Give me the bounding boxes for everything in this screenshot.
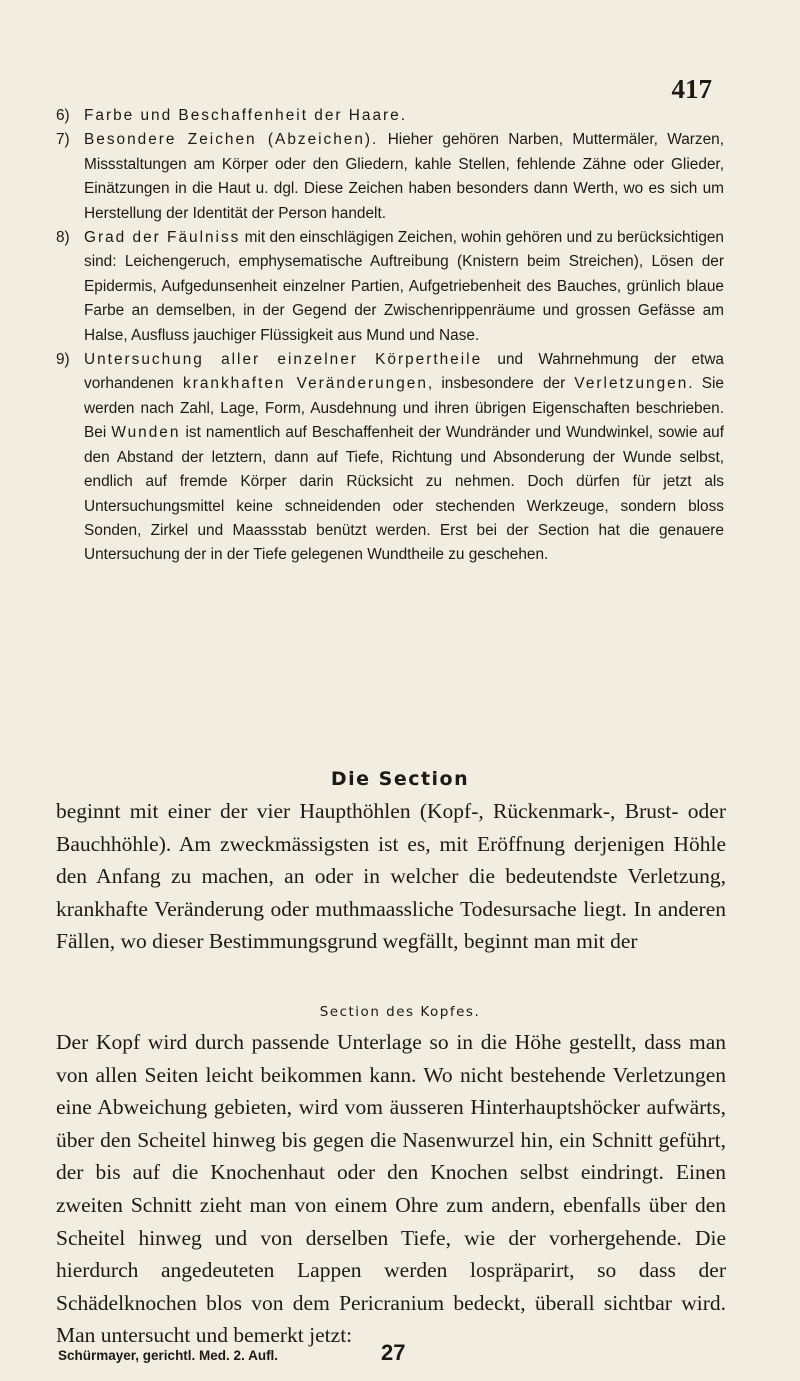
subsection-heading: Section des Kopfes. <box>319 1004 481 1020</box>
page-number: 417 <box>671 74 712 104</box>
item-heading: Farbe und Beschaffenheit der Haare. <box>84 107 407 124</box>
list-item: 9) Untersuchung aller einzelner Körpertheile und Wahrnehmung der etwa vorhandenen krankhaften Veränderungen, insbesondere der Verletzungen. Sie werden nach Zahl, Lage, Form, Ausdehnung und ihren übrigen Eigenschaften beschrieben. Bei Wunden ist namentlich auf Beschaffenheit der Wundränder und Wundwinkel, sowie auf den Abstand der letztern, dann auf Tiefe, Richtung und Absonderung der Wunde selbst, endlich auf fremde Körper darin Rücksicht zu nehmen. Doch dürfen für jetzt als Untersuchungsmittel keine schneidenden oder stechenden Werkzeuge, sondern bloss Sonden, Zirkel und Maassstab benützt werden. Erst bei der Section hat die genauere Untersuchung der in der Tiefe gelegenen Wundtheile zu geschehen. <box>56 351 724 564</box>
item-heading: Grad der Fäulniss <box>84 229 241 247</box>
list-item: 6) Farbe und Beschaffenheit der Haare. <box>56 107 407 124</box>
paragraph-kopf: Der Kopf wird durch passende Unterlage so in die Höhe gestellt, dass man von allen Seiten leicht beikommen kann. Wo nicht bestehende Verletzungen eine Abweichung gebieten, wird vom äusseren Hinterhauptshöcker aufwärts, über den Scheitel hinweg bis gegen die Nasenwurzel hin, ein Schnitt geführt, der bis auf die Knochenhaut oder den Knochen selbst eindringt. Einen zweiten Schnitt zieht man von einem Ohre zum andern, ebenfalls über den Scheitel hinweg und von derselben Tiefe, wie der vorhergehende. Die hierdurch angedeuteten Lappen werden lospräparirt, so dass der Schädelknochen blos von dem Pericranium bedeckt, überall sichtbar wird. Man untersucht und bemerkt jetzt: <box>56 1030 726 1348</box>
list-item: 8) Grad der Fäulniss mit den einschlägigen Zeichen, wohin gehören und zu berücksichtigen sind: Leichengeruch, emphysematische Auftreibung (Knistern beim Streichen), Lösen der Epidermis, Aufgedunsenheit einzelner Partien, Aufgetriebenheit des Bauches, grünlich blaue Farbe an demselben, in der Gegend der Zwischenrippenräume und grossen Gefässe am Halse, Ausfluss jauchiger Flüssigkeit aus Mund und Nase. <box>56 229 724 344</box>
numbered-list <box>56 104 724 568</box>
item-heading: Besondere Zeichen (Abzeichen). <box>84 131 379 149</box>
item-emphasis: Verletzungen <box>574 375 689 393</box>
section-heading: Die Section <box>330 768 470 790</box>
item-heading: Untersuchung aller einzelner Körpertheile <box>84 351 483 369</box>
footer-signature: Schürmayer, gerichtl. Med. 2. Aufl. <box>58 1348 279 1363</box>
list-item: 7) Besondere Zeichen (Abzeichen). Hieher gehören Narben, Muttermäler, Warzen, Missstaltungen am Körper oder den Gliedern, kahle Stellen, fehlende Zähne oder Glieder, Einätzungen in die Haut u. dgl. Diese Zeichen haben besonders dann Werth, wo es sich um Herstellung der Identität der Person handelt. <box>56 131 724 222</box>
footer-sheet-number: 27 <box>381 1340 406 1365</box>
paragraph-section: beginnt mit einer der vier Haupthöhlen (Kopf-, Rückenmark-, Brust- oder Bauchhöhle). Am zweckmässigsten ist es, mit Eröffnung derjenigen Höhle den Anfang zu machen, an oder in welcher die bedeutendste Verletzung, krankhafte Veränderung oder muthmaassliche Todesursache liegt. In anderen Fällen, wo dieser Bestimmungsgrund wegfällt, beginnt man mit der <box>56 799 726 954</box>
item-emphasis: Wunden <box>111 424 181 442</box>
item-emphasis: krankhaften Veränderungen <box>183 375 428 393</box>
